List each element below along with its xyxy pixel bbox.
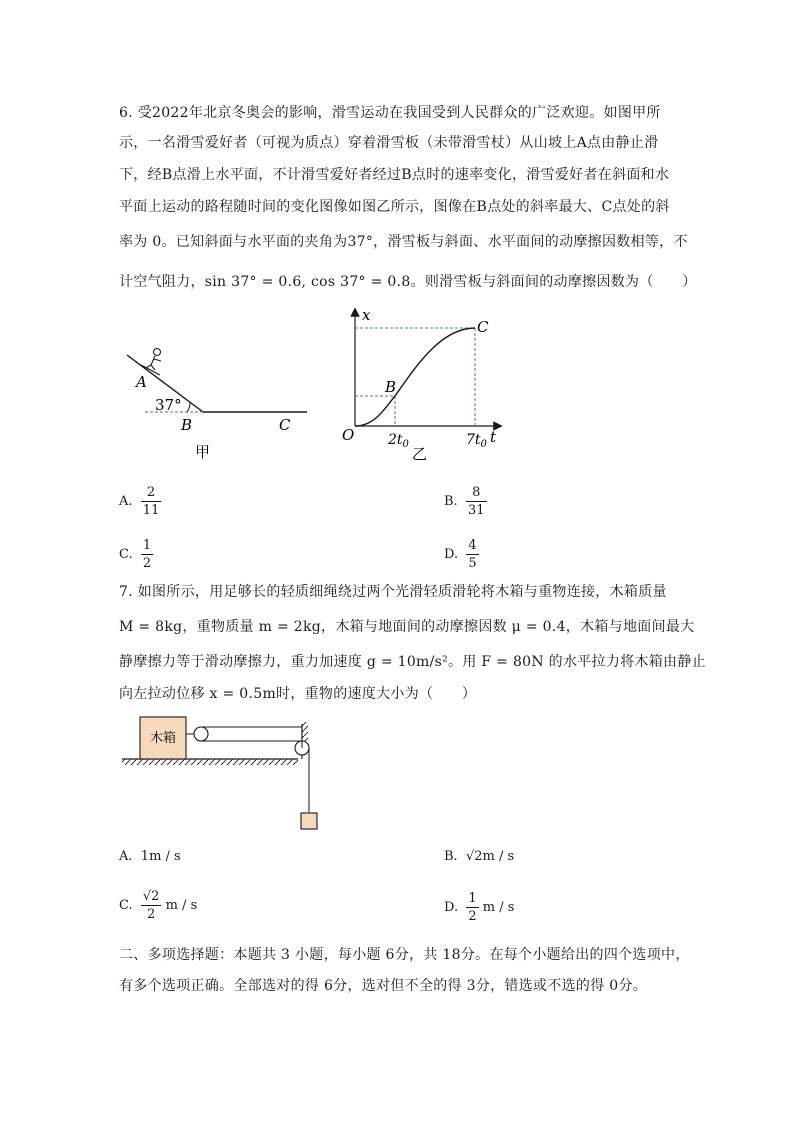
q6-line-3: 下，经B点滑上水平面，不计滑雪爱好者经过B点时的速率变化，滑雪爱好者在斜面和水 (119, 167, 670, 183)
q7-line-4: 向左拉动位移 x = 0.5m时，重物的速度大小为（ ） (119, 686, 477, 702)
yi-tick-7t0: $7t_0$ (466, 432, 487, 450)
yi-origin: O (342, 426, 355, 444)
pulley-left (194, 727, 208, 741)
jia-angle-label: 37° (155, 396, 182, 414)
jia-label-A: A (136, 373, 147, 391)
q6-line-4: 平面上运动的路程随时间的变化图像如图乙所示，图像在B点处的斜率最大、C点处的斜 (119, 199, 670, 215)
q7-line-3: 静摩擦力等于滑动摩擦力，重力加速度 g = 10m/s²。用 F = 80N 的水平拉力将木箱由静止 (119, 654, 706, 670)
q6-line-5: 率为 0。已知斜面与水平面的夹角为37°，滑雪板与斜面、水平面间的动摩擦因数相等，不 (119, 234, 688, 250)
yi-point-B: B (385, 378, 397, 396)
yi-caption: 乙 (412, 445, 428, 463)
q6-option-a[interactable]: A. $\frac{2}{11}$ (119, 485, 160, 518)
jia-label-B: B (181, 416, 193, 434)
q6-line-2: 示，一名滑雪爱好者（可视为质点）穿着滑雪板（未带滑雪杖）从山坡上A点由静止滑 (119, 135, 659, 151)
figure-yi-graph (340, 308, 510, 468)
yi-point-C: C (477, 318, 489, 336)
yi-y-label: x (362, 308, 371, 324)
q6-option-d-fraction: $\frac{4}{5}$ (468, 538, 477, 571)
q7-option-d-fraction: $\frac{1}{2}$ (468, 891, 477, 924)
q6-option-b-fraction: $\frac{8}{31}$ (467, 485, 485, 518)
figure-jia-slope (115, 335, 315, 465)
q7-option-c-fraction: $\frac{√2}{2}$ (142, 889, 160, 922)
q7-option-b[interactable]: B. √2m / s (444, 849, 515, 864)
section2-line-2: 有多个选项正确。全部选对的得 6分，选对但不全的得 3分，错选或不选的得 0分。 (119, 978, 648, 994)
q7-line-1: 7. 如图所示，用足够长的轻质细绳绕过两个光滑轻质滑轮将木箱与重物连接，木箱质量 (119, 584, 667, 600)
q6-option-a-fraction: $\frac{2}{11}$ (142, 485, 160, 518)
q6-line-1: 6. 受2022年北京冬奥会的影响，滑雪运动在我国受到人民群众的广泛欢迎。如图甲所 (119, 105, 661, 121)
q6-option-d[interactable]: D. $\frac{4}{5}$ (444, 538, 477, 571)
q7-option-d[interactable]: D. $\frac{1}{2}$ m / s (444, 891, 515, 924)
q6-line-6: 计空气阻力，sin 37° = 0.6, cos 37° = 0.8。则滑雪板与斜面间的动摩擦因数为（ ） (119, 274, 697, 290)
figure-pulley-system (118, 712, 328, 837)
yi-tick-2t0: $2t_0$ (388, 432, 409, 450)
skier-icon (141, 349, 161, 376)
box-label: 木箱 (149, 731, 177, 746)
jia-label-C: C (279, 416, 291, 434)
x-t-curve (355, 328, 475, 426)
section2-line-1: 二、多项选择题：本题共 3 小题，每小题 6分，共 18分。在每个小题给出的四个选项中， (119, 947, 690, 963)
q6-option-c[interactable]: C. $\frac{1}{2}$ (119, 538, 152, 571)
q6-option-b[interactable]: B. $\frac{8}{31}$ (444, 485, 485, 518)
q6-option-c-fraction: $\frac{1}{2}$ (142, 538, 152, 571)
jia-caption: 甲 (195, 443, 211, 461)
q7-option-a[interactable]: A. 1m / s (119, 849, 181, 864)
hanging-weight (301, 813, 317, 829)
q7-line-2: M = 8kg，重物质量 m = 2kg，木箱与地面间的动摩擦因数 μ = 0.4，木箱与地面间最大 (119, 619, 695, 635)
q7-option-c[interactable]: C. $\frac{√2}{2}$ m / s (119, 889, 198, 922)
yi-x-label: t (490, 428, 497, 446)
